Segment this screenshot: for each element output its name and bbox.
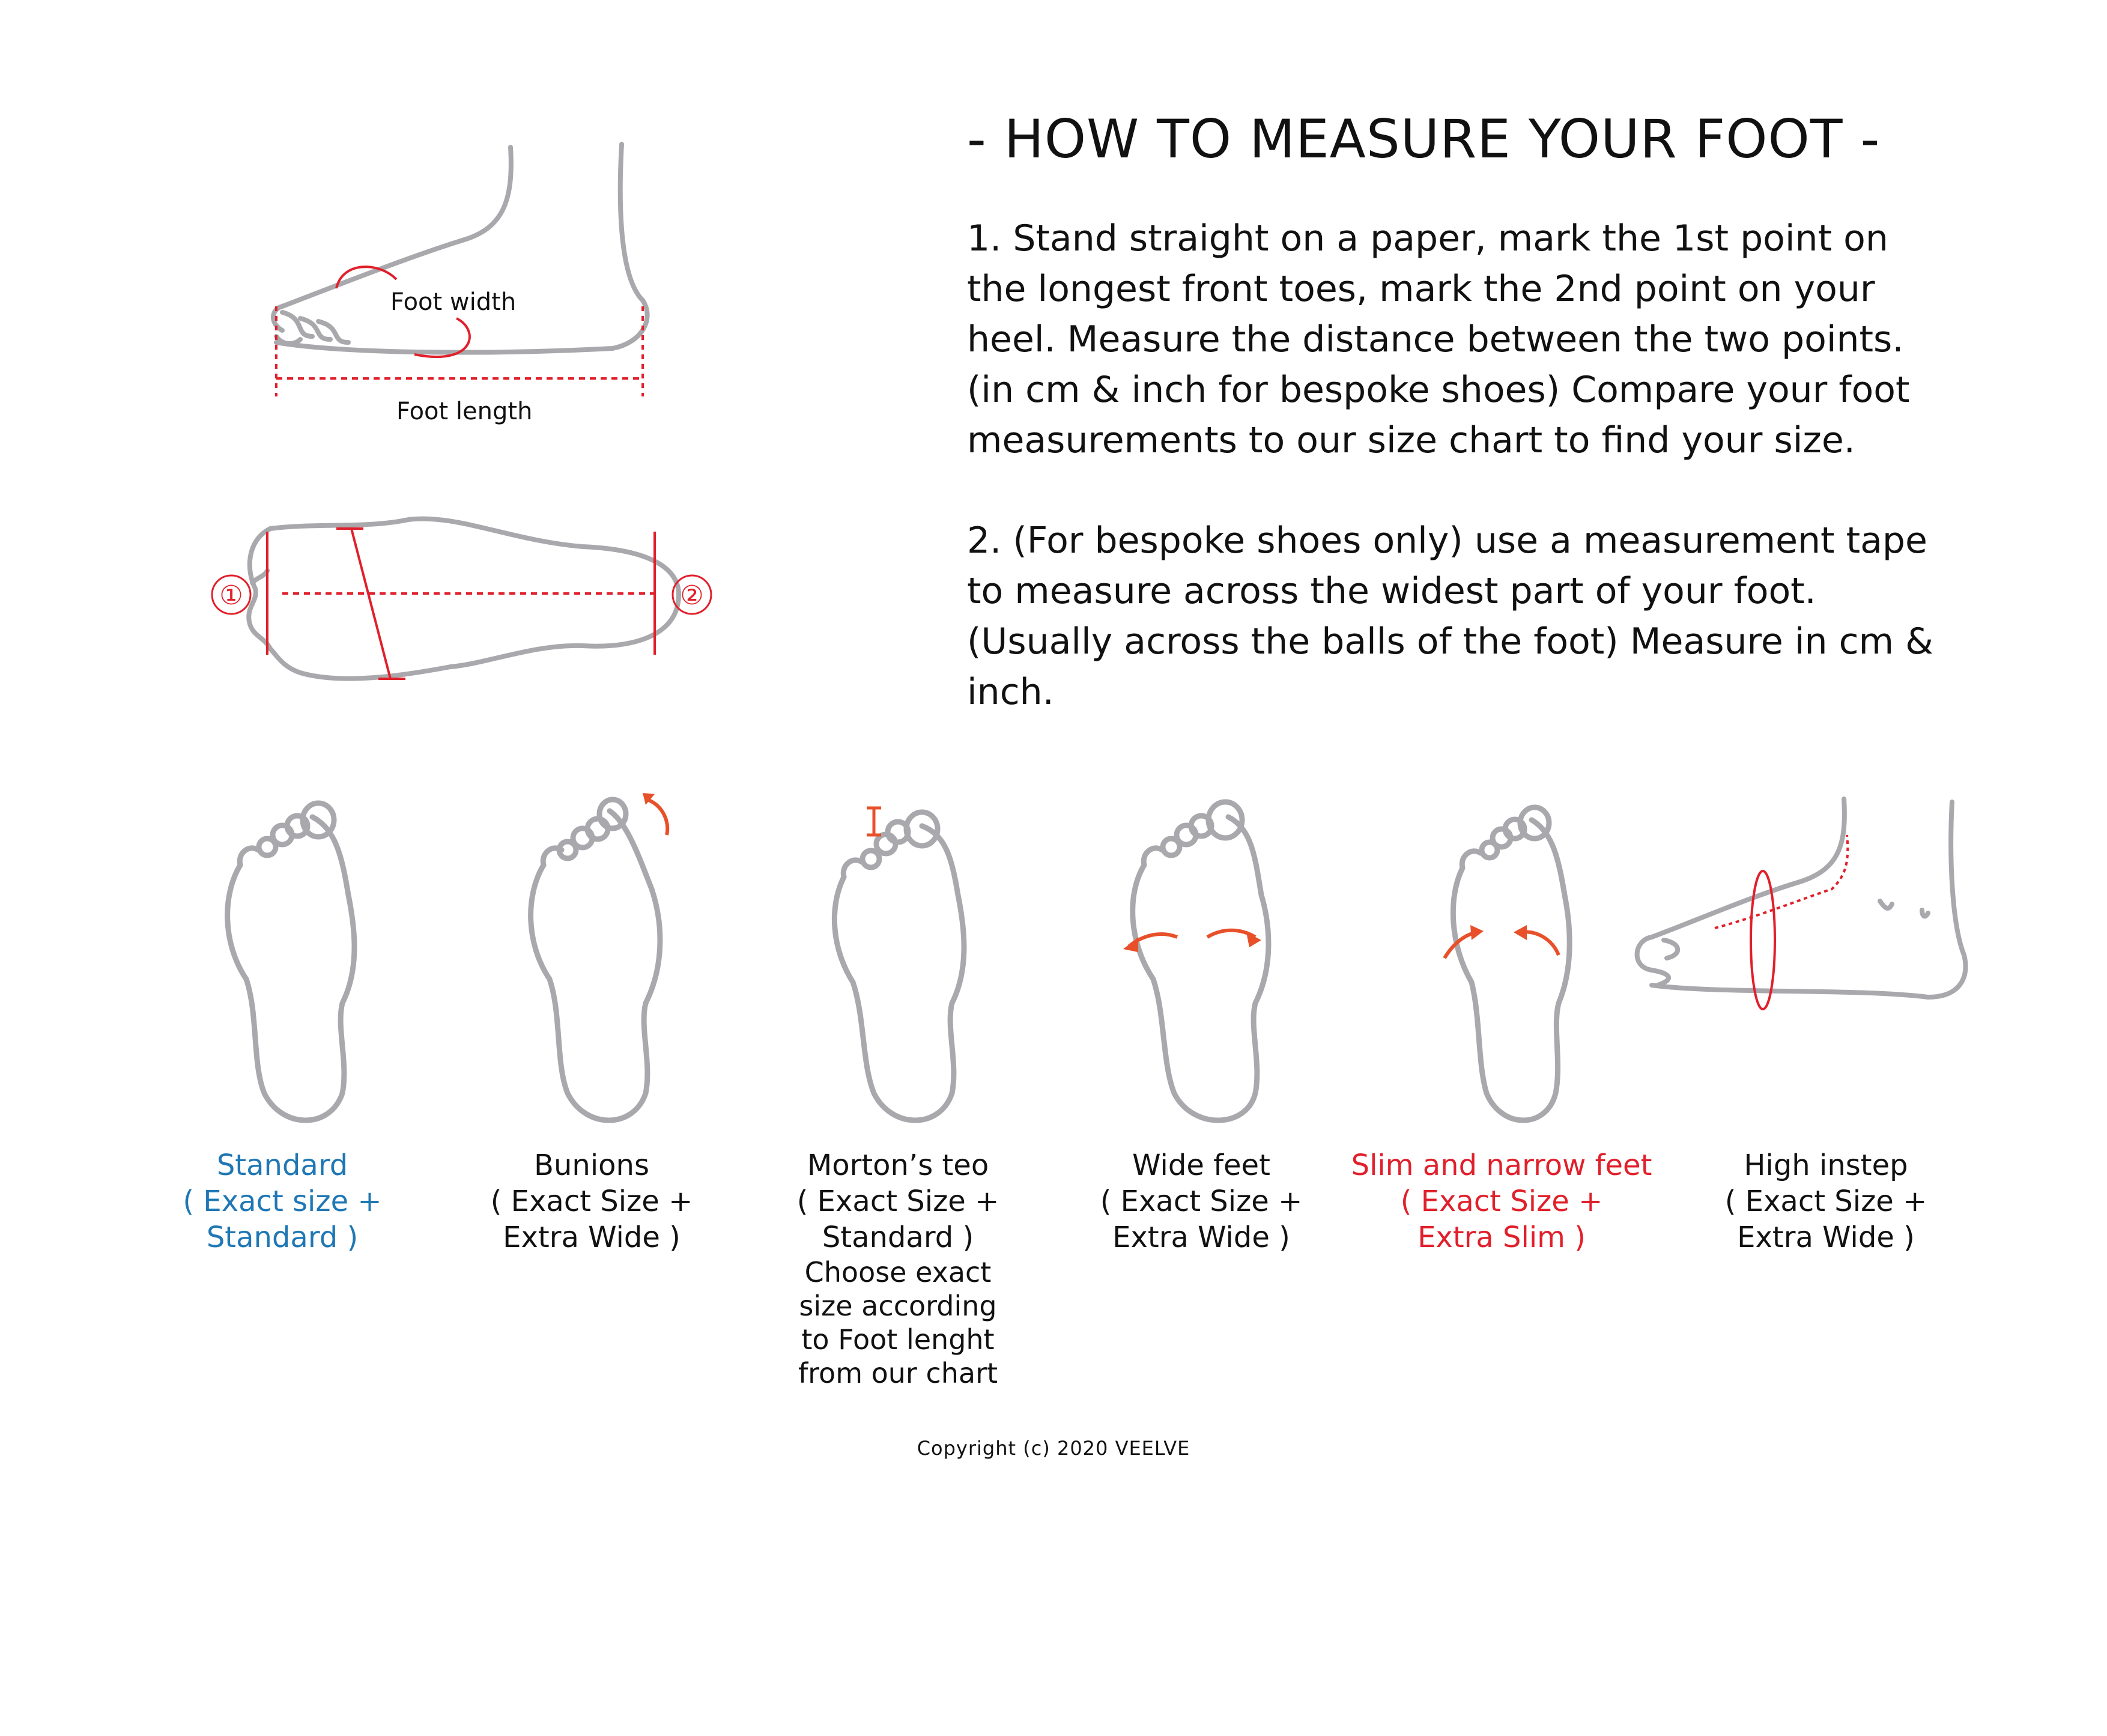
side-view-foot-diagram (258, 126, 679, 396)
slim-narrow-fit: ( Exact Size + (1400, 1185, 1603, 1218)
instruction-step-1: 1. Stand straight on a paper, mark the 1st point on the longest front toes, mark the 2nd point on your heel. Measure the distance between the two points. (in cm & inch for bespoke shoes) Compare your foot measurements to our size chart to find your size. (967, 217, 1910, 461)
slim-narrow-label (1345, 1147, 1658, 1255)
wide-feet-foot-icon (1072, 775, 1312, 1135)
wide-feet-fit-2: Extra Wide ) (1112, 1221, 1290, 1254)
instruction-step-2: 2. (For bespoke shoes only) use a measurement tape to measure across the widest part of your foot. (Usually across the balls of the foot) Measure in cm & inch. (967, 520, 1933, 713)
high-instep-name: High instep (1744, 1149, 1908, 1182)
mortons-toe-label (742, 1147, 1054, 1390)
foot-types-row (138, 775, 2000, 1736)
bunions-fit-2: Extra Wide ) (503, 1221, 681, 1254)
high-instep-fit-2: Extra Wide ) (1737, 1221, 1915, 1254)
standard-fit-2: Standard ) (206, 1221, 359, 1254)
high-instep-label (1670, 1147, 1982, 1255)
high-instep-fit: ( Exact Size + (1724, 1185, 1927, 1218)
standard-fit: ( Exact size + (183, 1185, 382, 1218)
standard-foot-icon (162, 775, 402, 1135)
point-2-label: ② (680, 580, 704, 611)
wide-feet-name: Wide feet (1132, 1149, 1270, 1182)
foot-width-label: Foot width (390, 288, 517, 316)
bunions-foot-icon (465, 775, 706, 1135)
mortons-toe-fit-2: Standard ) (822, 1221, 974, 1254)
mortons-toe-note: Choose exact size according to Foot lenght from our chart (798, 1256, 998, 1389)
standard-label (126, 1147, 438, 1255)
standard-name: Standard (216, 1149, 348, 1182)
slim-narrow-fit-2: Extra Slim ) (1417, 1221, 1586, 1254)
bunions-name: Bunions (534, 1149, 649, 1182)
bunions-fit: ( Exact Size + (490, 1185, 693, 1218)
point-1-label: ① (219, 580, 243, 611)
bunions-label (435, 1147, 748, 1255)
copyright: Copyright (c) 2020 VEELVE (917, 1437, 1190, 1460)
page-title: - HOW TO MEASURE YOUR FOOT - (967, 108, 1881, 170)
wide-feet-label (1045, 1147, 1357, 1255)
mortons-toe-fit: ( Exact Size + (796, 1185, 999, 1218)
mortons-toe-foot-icon (772, 775, 1012, 1135)
slim-narrow-foot-icon (1381, 775, 1622, 1135)
wide-feet-fit: ( Exact Size + (1100, 1185, 1303, 1218)
slim-narrow-name: Slim and narrow feet (1351, 1149, 1652, 1182)
top-view-foot-diagram (198, 505, 721, 691)
mortons-toe-name: Morton’s teo (807, 1149, 989, 1182)
high-instep-foot-icon (1616, 775, 2000, 1135)
foot-length-label: Foot length (396, 398, 533, 425)
